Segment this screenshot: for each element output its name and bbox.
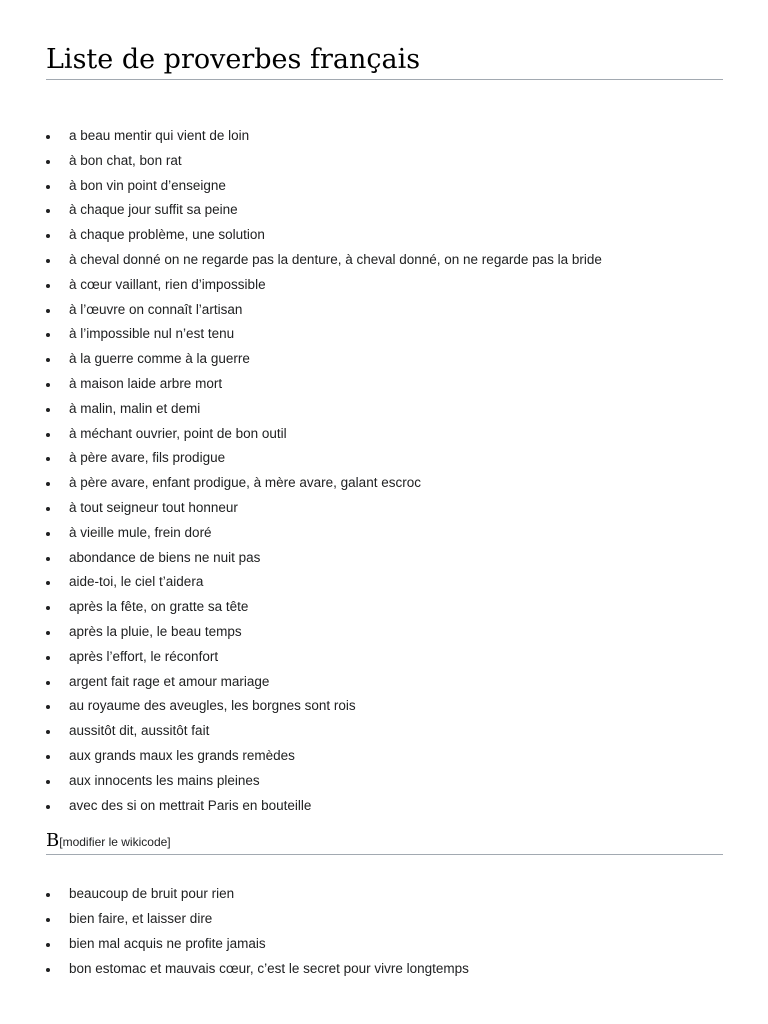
list-item <box>46 620 723 645</box>
section-heading-b <box>46 828 723 855</box>
proverb-text: beaucoup de bruit pour rien <box>69 886 235 902</box>
list-item <box>46 882 723 907</box>
proverb-text: abondance de biens ne nuit pas <box>69 549 261 565</box>
list-item <box>46 719 723 744</box>
bullet-icon <box>46 805 50 809</box>
list-item <box>46 521 723 546</box>
proverb-list-a <box>46 124 723 818</box>
edit-bracket-close: ] <box>167 835 171 850</box>
bullet-icon <box>46 457 50 461</box>
bullet-icon <box>46 631 50 635</box>
proverb-text: bien mal acquis ne profite jamais <box>69 935 266 951</box>
proverb-text: aux innocents les mains pleines <box>69 772 260 788</box>
proverb-text: à chaque jour suffit sa peine <box>69 202 238 218</box>
proverb-text: à maison laide arbre mort <box>69 375 223 391</box>
list-item <box>46 174 723 199</box>
bullet-icon <box>46 557 50 561</box>
proverb-text: à l’impossible nul n’est tenu <box>69 326 235 342</box>
proverb-list-b <box>46 882 723 981</box>
bullet-icon <box>46 730 50 734</box>
proverb-text: à bon chat, bon rat <box>69 152 182 168</box>
list-item <box>46 645 723 670</box>
list-item <box>46 422 723 447</box>
bullet-icon <box>46 185 50 189</box>
bullet-icon <box>46 968 50 972</box>
list-item <box>46 932 723 957</box>
proverb-text: à malin, malin et demi <box>69 400 201 416</box>
bullet-icon <box>46 333 50 337</box>
list-item <box>46 907 723 932</box>
bullet-icon <box>46 893 50 897</box>
edit-bracket-open: [ <box>59 835 63 850</box>
bullet-icon <box>46 135 50 139</box>
bullet-icon <box>46 681 50 685</box>
list-item <box>46 744 723 769</box>
list-item <box>46 570 723 595</box>
bullet-icon <box>46 259 50 263</box>
bullet-icon <box>46 284 50 288</box>
edit-section-wrapper <box>59 825 170 852</box>
proverb-text: bon estomac et mauvais cœur, c’est le secret pour vivre longtemps <box>69 960 469 976</box>
list-item <box>46 471 723 496</box>
list-item <box>46 273 723 298</box>
list-item <box>46 957 723 982</box>
proverb-text: avec des si on mettrait Paris en bouteille <box>69 797 312 813</box>
bullet-icon <box>46 209 50 213</box>
proverb-text: argent fait rage et amour mariage <box>69 673 270 689</box>
bullet-icon <box>46 160 50 164</box>
bullet-icon <box>46 780 50 784</box>
bullet-icon <box>46 358 50 362</box>
proverb-text: à père avare, fils prodigue <box>69 450 226 466</box>
list-item <box>46 794 723 819</box>
proverb-text: aux grands maux les grands remèdes <box>69 747 295 763</box>
list-item <box>46 546 723 571</box>
list-item <box>46 446 723 471</box>
list-item <box>46 694 723 719</box>
list-item <box>46 670 723 695</box>
bullet-icon <box>46 606 50 610</box>
list-item <box>46 595 723 620</box>
proverb-text: a beau mentir qui vient de loin <box>69 128 250 143</box>
bullet-icon <box>46 234 50 238</box>
list-item <box>46 124 723 149</box>
bullet-icon <box>46 482 50 486</box>
bullet-icon <box>46 383 50 387</box>
proverb-text: à tout seigneur tout honneur <box>69 499 238 515</box>
edit-wikicode-link[interactable]: modifier le wikicode <box>62 835 168 850</box>
list-item <box>46 769 723 794</box>
proverb-text: après la pluie, le beau temps <box>69 623 242 639</box>
bullet-icon <box>46 918 50 922</box>
proverb-text: à chaque problème, une solution <box>69 227 265 243</box>
proverb-text: à bon vin point d’enseigne <box>69 177 226 193</box>
proverb-text: au royaume des aveugles, les borgnes sont rois <box>69 698 356 714</box>
bullet-icon <box>46 755 50 759</box>
bullet-icon <box>46 943 50 947</box>
proverb-text: après la fête, on gratte sa tête <box>69 599 249 615</box>
bullet-icon <box>46 656 50 660</box>
bullet-icon <box>46 532 50 536</box>
section-letter: B <box>46 830 60 852</box>
list-item <box>46 198 723 223</box>
proverb-text: à père avare, enfant prodigue, à mère avare, galant escroc <box>69 475 421 491</box>
bullet-icon <box>46 433 50 437</box>
proverb-text: à cœur vaillant, rien d’impossible <box>69 276 266 292</box>
list-item <box>46 496 723 521</box>
list-item <box>46 347 723 372</box>
list-item <box>46 223 723 248</box>
bullet-icon <box>46 408 50 412</box>
bullet-icon <box>46 705 50 709</box>
list-item <box>46 372 723 397</box>
page-title: Liste de proverbes français <box>46 0 723 80</box>
list-item <box>46 149 723 174</box>
proverb-text: à la guerre comme à la guerre <box>69 351 250 367</box>
list-item <box>46 248 723 273</box>
proverb-text: bien faire, et laisser dire <box>69 911 213 927</box>
proverb-text: aide-toi, le ciel t’aidera <box>69 574 204 590</box>
list-item <box>46 322 723 347</box>
list-item <box>46 397 723 422</box>
article-content <box>46 0 723 982</box>
proverb-text: à cheval donné on ne regarde pas la denture, à cheval donné, on ne regarde pas la bride <box>69 251 602 267</box>
proverb-text: à méchant ouvrier, point de bon outil <box>69 425 287 441</box>
list-item <box>46 298 723 323</box>
proverb-text: après l’effort, le réconfort <box>69 648 219 664</box>
proverb-text: à vieille mule, frein doré <box>69 524 212 540</box>
proverb-text: aussitôt dit, aussitôt fait <box>69 723 210 739</box>
bullet-icon <box>46 581 50 585</box>
bullet-icon <box>46 507 50 511</box>
proverb-text: à l’œuvre on connaît l’artisan <box>69 301 243 317</box>
bullet-icon <box>46 309 50 313</box>
